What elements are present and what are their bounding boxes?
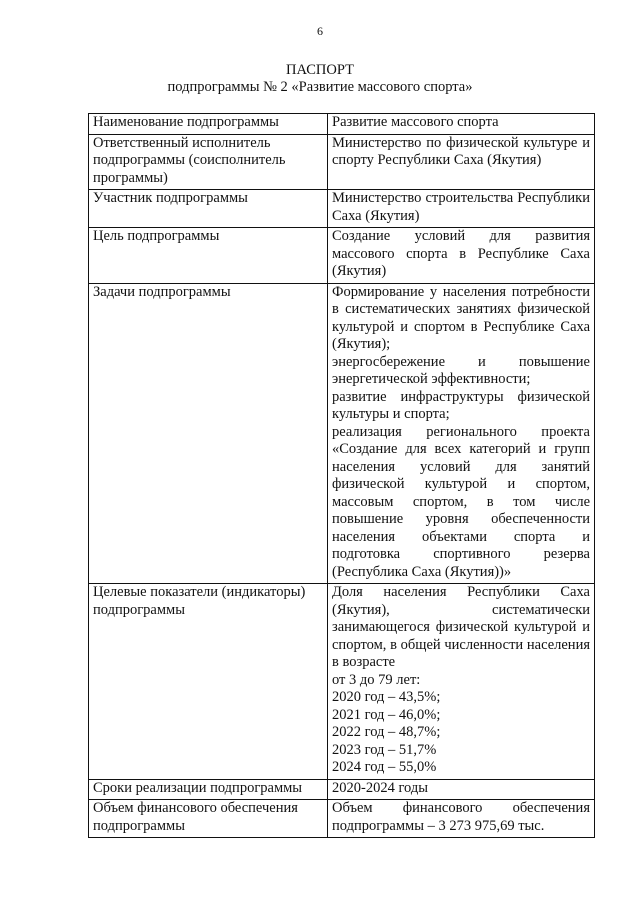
indicator-age: от 3 до 79 лет: (332, 671, 421, 688)
title-passport: ПАСПОРТ (286, 62, 354, 78)
indicator-year: 2020 год – 43,5%; (332, 689, 441, 705)
table-row (89, 779, 595, 800)
row-label: Целевые показатели (индикаторы) подпрограммы (89, 584, 328, 780)
passport-table (88, 113, 595, 838)
table-row (89, 134, 595, 190)
row-value-indicators (328, 584, 595, 780)
table-row (89, 584, 595, 780)
table-row (89, 228, 595, 284)
table-row (89, 190, 595, 228)
task-item: энергосбережение и повышение энергетической эффективности; (332, 353, 590, 387)
row-value: Развитие массового спорта (328, 114, 595, 135)
row-label: Объем финансового обеспечения подпрограммы (89, 800, 328, 838)
row-value-tasks (328, 283, 595, 584)
indicator-year: 2021 год – 46,0%; (332, 706, 441, 723)
task-item: Формирование у населения потребности в систематических занятиях физической культурой и спортом в Республике Саха (Якутия); (332, 283, 590, 352)
page-number: 6 (317, 24, 323, 38)
indicator-text: Доля населения Республики Саха (Якутия), систематически занимающегося физической культурой и спортом, в общей численности населения в возрасте (332, 584, 590, 670)
table-row (89, 283, 595, 584)
title-subprogram: подпрограммы № 2 «Развитие массового спорта» (167, 79, 473, 95)
row-value: Создание условий для развития массового спорта в Республике Саха (Якутия) (328, 228, 595, 284)
table-row (89, 114, 595, 135)
task-item: реализация регионального проекта «Создание для всех категорий и групп населения условий для занятий физической культурой и спортом, массовым спортом, в том числе повышение уровня обеспеченности населения объектами спорта и подготовка спортивного резерва (Республика Саха (Якутия))» (332, 423, 590, 580)
row-label: Задачи подпрограммы (89, 283, 328, 584)
table-row (89, 800, 595, 838)
indicator-year: 2023 год – 51,7% (332, 741, 437, 758)
task-item: развитие инфраструктуры физической культуры и спорта; (332, 388, 590, 422)
row-value: Объем финансового обеспечения подпрограммы – 3 273 975,69 тыс. (328, 800, 595, 838)
row-label: Цель подпрограммы (89, 228, 328, 284)
row-label: Ответственный исполнитель подпрограммы (соисполнитель программы) (89, 134, 328, 190)
indicator-year: 2024 год – 55,0% (332, 759, 437, 775)
row-label: Сроки реализации подпрограммы (89, 779, 328, 800)
row-value: 2020-2024 годы (328, 779, 595, 800)
document-title (0, 62, 640, 96)
indicator-year: 2022 год – 48,7%; (332, 724, 441, 740)
row-value: Министерство по физической культуре и спорту Республики Саха (Якутия) (328, 134, 595, 190)
row-label: Участник подпрограммы (89, 190, 328, 228)
row-label: Наименование подпрограммы (89, 114, 328, 135)
row-value: Министерство строительства Республики Саха (Якутия) (328, 190, 595, 228)
